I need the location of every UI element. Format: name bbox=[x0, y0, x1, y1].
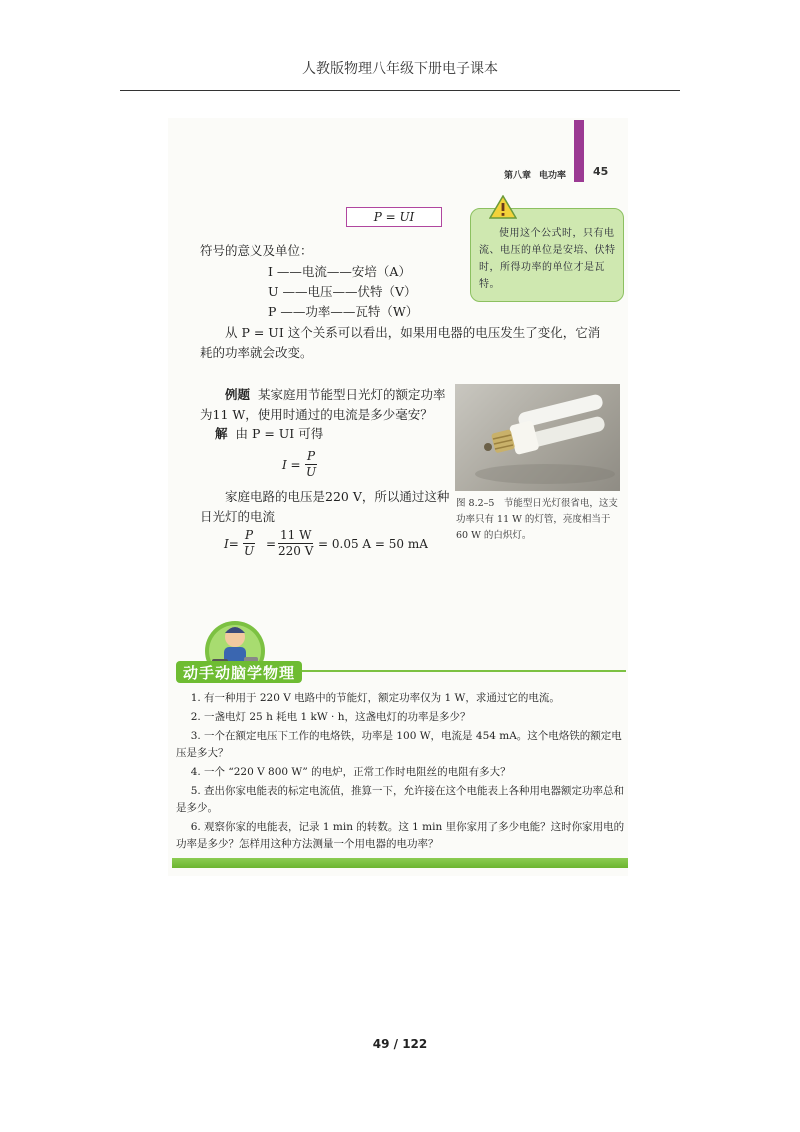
exercise-item: 6. 观察你家的电能表，记录 1 min 的转数。这 1 min 里你家用了多少电能？这时你家用电的功率是多少？怎样用这种方法测量一个用电器的电功率？ bbox=[176, 821, 625, 850]
formula1-denominator: U bbox=[305, 465, 317, 479]
example-problem bbox=[200, 385, 450, 425]
formula2-fraction-symbolic bbox=[243, 528, 255, 559]
example-label: 例题 bbox=[225, 387, 251, 402]
lamp-illustration bbox=[455, 384, 620, 491]
book-page-number: 45 bbox=[593, 165, 609, 178]
document-title: 人教版物理八年级下册电子课本 bbox=[302, 61, 498, 77]
exercise-item: 1. 有一种用于 220 V 电路中的节能灯，额定功率仅为 1 W，求通过它的电流。 bbox=[190, 692, 560, 704]
tip-callout bbox=[470, 208, 624, 302]
energy-saving-lamp-photo bbox=[455, 384, 620, 491]
activity-divider bbox=[302, 670, 626, 672]
paragraph-relationship: 从 P = UI 这个关系可以看出，如果用电器的电压发生了变化，它消耗的功率就会改变。 bbox=[200, 325, 601, 360]
symbols-heading: 符号的意义及单位： bbox=[200, 243, 313, 258]
header-divider bbox=[120, 90, 680, 91]
figure-caption: 图 8.2–5 节能型日光灯很省电，这支功率只有 11 W 的灯管，亮度相当于 60 W 的白炽灯。 bbox=[456, 498, 618, 541]
formula2-equals: = bbox=[266, 537, 277, 551]
solution-line bbox=[215, 424, 323, 442]
section-label: 电功率 bbox=[539, 171, 567, 181]
symbol-power: P ——功率——瓦特（W） bbox=[268, 304, 419, 319]
formula2-fraction-numeric bbox=[278, 528, 313, 559]
symbol-current: I ——电流——安培（A） bbox=[268, 264, 411, 279]
formula2-denominator-2: 220 V bbox=[278, 544, 314, 558]
formula2-left: I= bbox=[224, 537, 239, 551]
formula2-denominator-1: U bbox=[243, 544, 255, 558]
tip-text: 使用这个公式时，只有电流、电压的单位是安培、伏特时，所得功率的单位才是瓦特。 bbox=[479, 228, 616, 290]
chapter-tab-marker bbox=[574, 120, 584, 182]
example-text: 某家庭用节能型日光灯的额定功率为11 W，使用时通过的电流是多少毫安？ bbox=[200, 387, 446, 422]
exercise-item: 3. 一个在额定电压下工作的电烙铁，功率是 100 W，电流是 454 mA。这个电烙铁的额定电压是多大？ bbox=[176, 730, 622, 759]
formula1-fraction bbox=[305, 449, 317, 480]
solution-label: 解 bbox=[215, 426, 228, 441]
exercise-item: 2. 一盏电灯 25 h 耗电 1 kW · h，这盏电灯的功率是多少？ bbox=[190, 711, 471, 723]
symbol-voltage: U ——电压——伏特（V） bbox=[268, 284, 417, 299]
section-bottom-bar bbox=[172, 858, 628, 868]
activity-title: 动手动脑学物理 bbox=[182, 664, 295, 682]
warning-icon bbox=[489, 195, 517, 219]
formula2-numerator-1: P bbox=[245, 528, 254, 542]
formula2-result: = 0.05 A = 50 mA bbox=[318, 537, 428, 551]
chapter-heading bbox=[504, 168, 566, 181]
exercise-list bbox=[176, 690, 626, 855]
page-counter: 49 / 122 bbox=[372, 1037, 428, 1051]
exercise-item: 4. 一个 “220 V 800 W” 的电炉，正常工作时电阻丝的电阻有多大？ bbox=[190, 766, 511, 778]
chapter-label: 第八章 bbox=[504, 171, 532, 181]
exercise-item: 5. 查出你家电能表的标定电流值，推算一下，允许接在这个电能表上各种用电器额定功率总和是多少。 bbox=[176, 785, 625, 814]
formula1-numerator: P bbox=[307, 449, 316, 463]
solution-text: 由 P = UI 可得 bbox=[235, 426, 324, 441]
paragraph-household-voltage: 家庭电路的电压是220 V，所以通过这种日光灯的电流 bbox=[200, 489, 450, 524]
formula1-left: I = bbox=[282, 458, 301, 472]
main-formula: P = UI bbox=[346, 207, 442, 227]
formula2-numerator-2: 11 W bbox=[280, 528, 312, 542]
